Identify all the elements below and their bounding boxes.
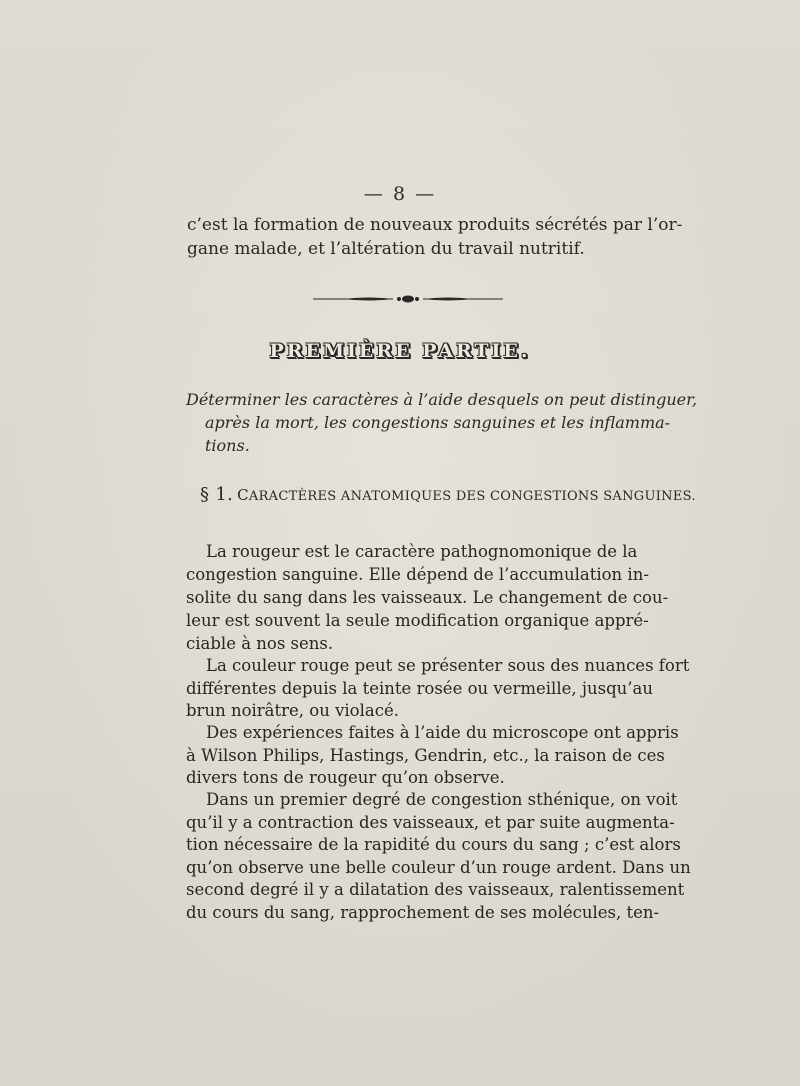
continuation-line: c’est la formation de nouveaux produits sécrétés par l’or-	[187, 215, 683, 235]
continuation-line: gane malade, et l’altération du travail nutritif.	[187, 239, 585, 259]
paragraph-line: tion nécessaire de la rapidité du cours du sang ; c’est alors	[186, 835, 681, 854]
paragraph-line: ciable à nos sens.	[186, 634, 334, 653]
paragraph-line: qu’il y a contraction des vaisseaux, et par suite augmenta-	[186, 813, 675, 832]
paragraph-line: La rougeur est le caractère pathognomonique de la	[206, 542, 638, 561]
paragraph-line: leur est souvent la seule modification organique appré-	[186, 611, 649, 630]
paragraph-line: congestion sanguine. Elle dépend de l’accumulation in-	[186, 565, 649, 584]
paragraph-line: La couleur rouge peut se présenter sous des nuances fort	[206, 656, 690, 675]
part-title: PREMIÈRE PARTIE.	[269, 340, 531, 362]
paragraph-line: Des expériences faites à l’aide du microscope ont appris	[206, 723, 679, 742]
paragraph-line: qu’on observe une belle couleur d’un rouge ardent. Dans un	[186, 858, 691, 877]
section-initial: C	[237, 486, 249, 504]
intro-line: tions.	[205, 436, 250, 455]
intro-line: Déterminer les caractères à l’aide desquels on peut distinguer,	[186, 390, 698, 409]
paragraph-line: solite du sang dans les vaisseaux. Le changement de cou-	[186, 588, 669, 607]
page-number: — 8 —	[363, 183, 437, 205]
paragraph-line: divers tons de rougeur qu’on observe.	[186, 768, 505, 787]
paragraph-line: second degré il y a dilatation des vaisseaux, ralentissement	[186, 880, 685, 899]
paragraph-line: différentes depuis la teinte rosée ou vermeille, jusqu’au	[186, 679, 653, 698]
section-heading	[200, 484, 696, 507]
intro-line: après la mort, les congestions sanguines et les inflamma-	[205, 413, 671, 432]
section-title: ARACTÈRES ANATOMIQUES DES CONGESTIONS SANGUINES.	[248, 489, 696, 504]
paragraph-line: à Wilson Philips, Hastings, Gendrin, etc., la raison de ces	[186, 746, 665, 765]
paragraph-line: brun noirâtre, ou violacé.	[186, 701, 399, 720]
section-symbol: § 1.	[200, 484, 234, 505]
ornamental-rule	[313, 293, 503, 305]
paragraph-line: Dans un premier degré de congestion sthénique, on voit	[206, 790, 678, 809]
paragraph-line: du cours du sang, rapprochement de ses molécules, ten-	[186, 903, 660, 922]
